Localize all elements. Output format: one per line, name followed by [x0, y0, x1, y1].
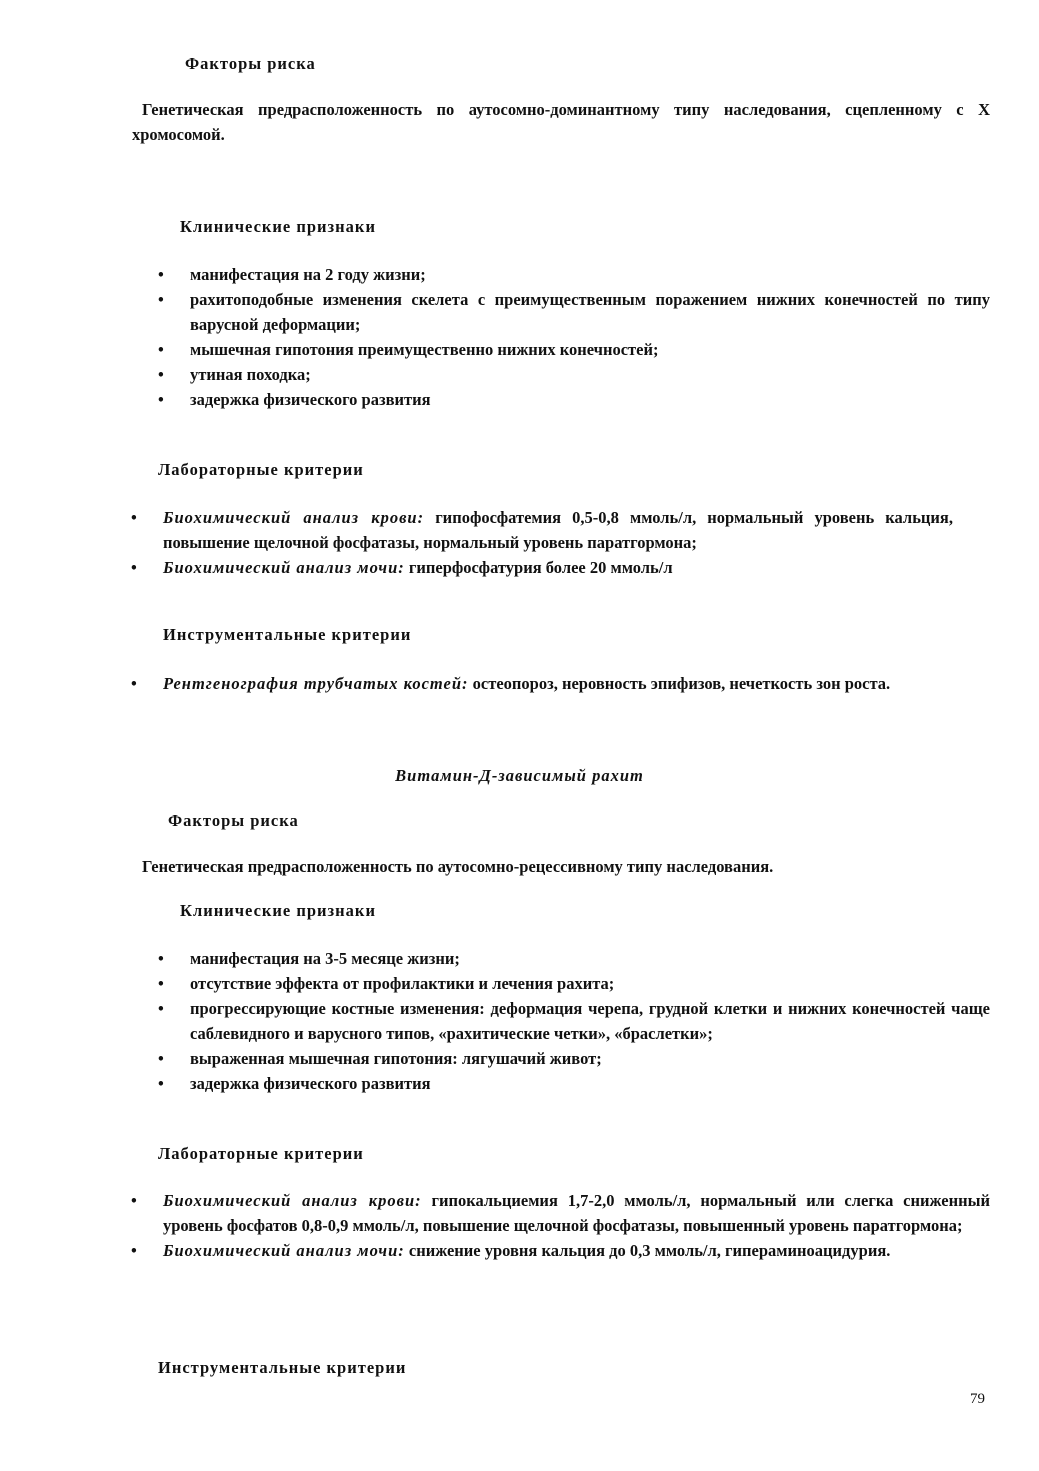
risk-factors-heading: Факторы риска [185, 54, 316, 73]
bullet: • [131, 1241, 137, 1260]
list-item: • прогрессирующие костные изменения: деформация черепа, грудной клетки и нижних конечностей чаще саблевидного и варусного типов, «рахитические четки», «браслетки»; [190, 996, 990, 1046]
section-title: Витамин-Д-зависимый рахит [395, 766, 644, 785]
risk-factors-heading: Факторы риска [168, 811, 299, 830]
bullet: • [158, 949, 164, 968]
bullet: • [158, 340, 164, 359]
list-item: • Биохимический анализ мочи: снижение уровня кальция до 0,3 ммоль/л, гипераминоацидурия. [163, 1238, 990, 1263]
risk-factors-text: Генетическая предрасположенность по аутосомно-рецессивному типу наследования. [142, 857, 774, 876]
instrumental-criteria-list [131, 671, 963, 696]
lab-criteria-list [131, 1188, 990, 1263]
lab-criteria-list [131, 505, 953, 580]
clinical-signs-list [158, 946, 990, 1096]
bullet: • [131, 1191, 137, 1210]
page-number: 79 [970, 1391, 985, 1407]
bullet: • [158, 290, 164, 309]
clinical-signs-heading: Клинические признаки [180, 901, 376, 920]
clinical-signs-list [158, 262, 990, 412]
list-item: • утиная походка; [190, 362, 990, 387]
list-item: • манифестация на 3-5 месяце жизни; [190, 946, 990, 971]
list-item: • Биохимический анализ мочи: гиперфосфатурия более 20 ммоль/л [163, 555, 953, 580]
bullet: • [158, 1074, 164, 1093]
instrumental-criteria-heading: Инструментальные критерии [158, 1358, 407, 1377]
bullet: • [158, 1049, 164, 1068]
bullet: • [131, 674, 137, 693]
list-item: • мышечная гипотония преимущественно нижних конечностей; [190, 337, 990, 362]
bullet: • [158, 365, 164, 384]
list-item: • отсутствие эффекта от профилактики и лечения рахита; [190, 971, 990, 996]
list-item: • Рентгенография трубчатых костей: остеопороз, неровность эпифизов, нечеткость зон роста. [163, 671, 963, 696]
item-label: Биохимический анализ мочи: [163, 558, 405, 577]
list-item: • Биохимический анализ крови: гипокальциемия 1,7-2,0 ммоль/л, нормальный или слегка сниженный уровень фосфатов 0,8-0,9 ммоль/л, повышение щелочной фосфатазы, повышенный уровень паратгормона; [163, 1188, 990, 1238]
lab-criteria-heading: Лабораторные критерии [158, 1144, 364, 1163]
item-label: Биохимический анализ крови: [163, 508, 425, 527]
item-label: Биохимический анализ крови: [163, 1191, 422, 1210]
list-item: • задержка физического развития [190, 1071, 990, 1096]
bullet: • [131, 508, 137, 527]
item-label: Рентгенография трубчатых костей: [163, 674, 469, 693]
list-item: • рахитоподобные изменения скелета с преимущественным поражением нижних конечностей по типу варусной деформации; [190, 287, 990, 337]
risk-factors-text: Генетическая предрасположенность по аутосомно-доминантному типу наследования, сцепленному с Х хромосомой. [132, 100, 990, 144]
list-item: • манифестация на 2 году жизни; [190, 262, 990, 287]
bullet: • [158, 390, 164, 409]
bullet: • [131, 558, 137, 577]
lab-criteria-heading: Лабораторные критерии [158, 460, 364, 479]
bullet: • [158, 974, 164, 993]
instrumental-criteria-heading: Инструментальные критерии [163, 625, 412, 644]
list-item: • Биохимический анализ крови: гипофосфатемия 0,5-0,8 ммоль/л, нормальный уровень кальция, повышение щелочной фосфатазы, нормальный уровень паратгормона; [163, 505, 953, 555]
bullet: • [158, 265, 164, 284]
bullet: • [158, 999, 164, 1018]
clinical-signs-heading: Клинические признаки [180, 217, 376, 236]
list-item: • задержка физического развития [190, 387, 990, 412]
list-item: • выраженная мышечная гипотония: лягушачий живот; [190, 1046, 990, 1071]
item-label: Биохимический анализ мочи: [163, 1241, 405, 1260]
